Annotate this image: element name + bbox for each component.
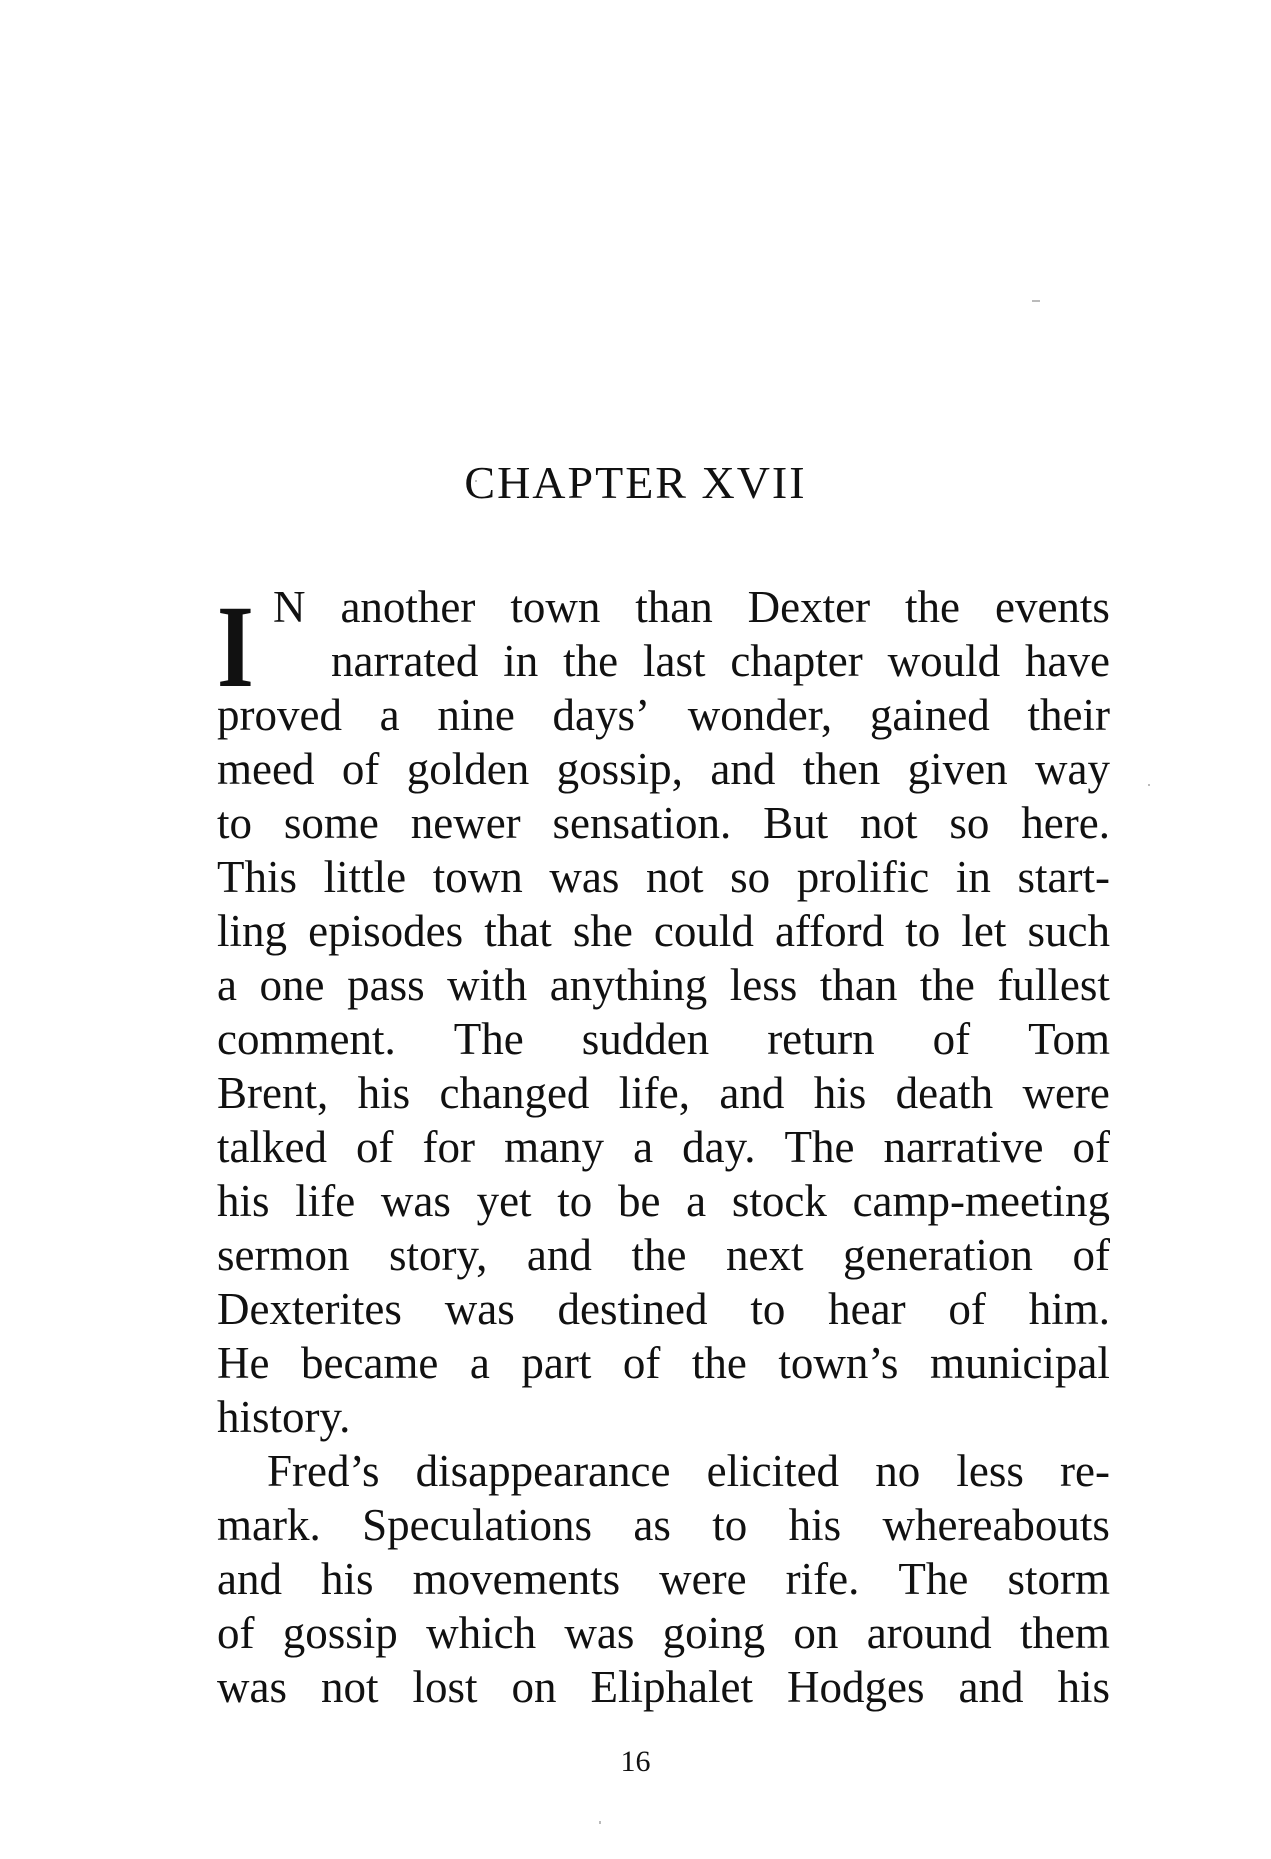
word: were xyxy=(1022,1068,1110,1118)
word: which xyxy=(426,1608,537,1658)
word: ling xyxy=(217,906,288,956)
word: to xyxy=(750,1284,786,1334)
word: golden xyxy=(406,744,530,794)
page-number: 16 xyxy=(620,1745,651,1778)
text-line xyxy=(267,1444,1110,1498)
word: But xyxy=(763,798,829,848)
text-line xyxy=(217,1120,1110,1174)
word: gossip, xyxy=(556,744,683,794)
word: proved xyxy=(217,690,342,740)
word: town xyxy=(510,582,601,632)
word: the xyxy=(563,636,619,686)
text-line xyxy=(217,1498,1110,1552)
word: to xyxy=(905,906,941,956)
word: next xyxy=(725,1230,804,1280)
word: was xyxy=(380,1176,451,1226)
word: then xyxy=(802,744,881,794)
word: no xyxy=(875,1446,921,1496)
word: storm xyxy=(1007,1554,1110,1604)
word: of xyxy=(1072,1230,1110,1280)
word: wonder, xyxy=(687,690,833,740)
word: be xyxy=(617,1176,661,1226)
word: The xyxy=(453,1014,524,1064)
word: one xyxy=(259,960,325,1010)
word: day. xyxy=(682,1122,756,1172)
text-line xyxy=(217,1390,1110,1444)
word: such xyxy=(1027,906,1110,956)
word: would xyxy=(887,636,1001,686)
word: a xyxy=(633,1122,654,1172)
word: way xyxy=(1035,744,1110,794)
word: and xyxy=(719,1068,785,1118)
word: so xyxy=(730,852,771,902)
word: sensation. xyxy=(552,798,732,848)
word: start- xyxy=(1017,852,1110,902)
word: yet xyxy=(476,1176,532,1226)
text-line xyxy=(331,634,1110,688)
word: that xyxy=(484,906,552,956)
word: talked xyxy=(217,1122,327,1172)
word: his xyxy=(321,1554,374,1604)
word: elicited xyxy=(706,1446,840,1496)
word: of xyxy=(1072,1122,1110,1172)
word: Tom xyxy=(1028,1014,1110,1064)
word: Dexter xyxy=(747,582,871,632)
word: became xyxy=(301,1338,439,1388)
text-line xyxy=(217,796,1110,850)
word: another xyxy=(340,582,476,632)
word: mark. xyxy=(217,1500,321,1550)
word: not xyxy=(860,798,918,848)
word: changed xyxy=(439,1068,590,1118)
word: on xyxy=(793,1608,839,1658)
word: story, xyxy=(389,1230,488,1280)
text-line xyxy=(217,1660,1110,1714)
text-line xyxy=(217,850,1110,904)
word: was xyxy=(217,1662,287,1712)
word: his xyxy=(357,1068,411,1118)
text-line xyxy=(273,580,1110,634)
word: him. xyxy=(1028,1284,1110,1334)
word: anything xyxy=(549,960,708,1010)
word: days’ xyxy=(552,690,651,740)
word: the xyxy=(631,1230,687,1280)
word: and xyxy=(958,1662,1024,1712)
word: and xyxy=(217,1554,282,1604)
page-speck xyxy=(599,1821,601,1824)
word: movements xyxy=(412,1554,621,1604)
word: events xyxy=(994,582,1110,632)
word: re- xyxy=(1059,1446,1110,1496)
word: a xyxy=(686,1176,707,1226)
word: around xyxy=(866,1608,992,1658)
word: gossip xyxy=(282,1608,398,1658)
paragraph-1 xyxy=(217,580,1110,1714)
text-line xyxy=(217,1012,1110,1066)
word: narrative xyxy=(883,1122,1044,1172)
word: pass xyxy=(347,960,425,1010)
word: comment. xyxy=(217,1014,396,1064)
word: generation xyxy=(843,1230,1033,1280)
word: prolific xyxy=(796,852,930,902)
word: nine xyxy=(437,690,515,740)
word: Fred’s xyxy=(267,1446,380,1496)
page-speck xyxy=(1032,300,1040,302)
word: for xyxy=(422,1122,476,1172)
word: municipal xyxy=(929,1338,1110,1388)
word: his xyxy=(788,1500,842,1550)
word: was xyxy=(549,852,620,902)
word: not xyxy=(646,852,704,902)
text-line xyxy=(217,1282,1110,1336)
word: of xyxy=(948,1284,986,1334)
word: town’s xyxy=(778,1338,899,1388)
word: his xyxy=(217,1176,270,1226)
word: sudden xyxy=(581,1014,710,1064)
text-line xyxy=(217,1336,1110,1390)
word: and xyxy=(710,744,776,794)
word: a xyxy=(469,1338,490,1388)
word: was xyxy=(564,1608,635,1658)
word: his xyxy=(813,1068,867,1118)
text-line xyxy=(217,904,1110,958)
word: last xyxy=(642,636,706,686)
word: many xyxy=(504,1122,605,1172)
word: less xyxy=(729,960,798,1010)
word: than xyxy=(635,582,713,632)
word: so xyxy=(949,798,990,848)
word: life xyxy=(295,1176,356,1226)
word: little xyxy=(323,852,407,902)
word: a xyxy=(217,960,237,1010)
word: in xyxy=(503,636,539,686)
word: less xyxy=(956,1446,1024,1496)
page-speck xyxy=(1148,784,1150,786)
word: N xyxy=(273,582,306,632)
text-line xyxy=(217,1228,1110,1282)
word: death xyxy=(895,1068,994,1118)
word: on xyxy=(511,1662,557,1712)
text-line xyxy=(217,958,1110,1012)
word: than xyxy=(819,960,898,1010)
word: afford xyxy=(775,906,885,956)
word: He xyxy=(217,1338,270,1388)
word: destined xyxy=(557,1284,708,1334)
word: of xyxy=(932,1014,971,1064)
word: lost xyxy=(412,1662,478,1712)
word: return xyxy=(767,1014,875,1064)
word: The xyxy=(784,1122,855,1172)
word: sermon xyxy=(217,1230,350,1280)
text-line xyxy=(217,1174,1110,1228)
word: Dexterites xyxy=(217,1284,402,1334)
word: The xyxy=(898,1554,969,1604)
word: part xyxy=(521,1338,592,1388)
word: rife. xyxy=(785,1554,860,1604)
word: given xyxy=(907,744,1008,794)
word: This xyxy=(217,852,298,902)
word: Eliphalet xyxy=(590,1662,753,1712)
word: camp-meeting xyxy=(852,1176,1110,1226)
word: their xyxy=(1027,690,1110,740)
word: them xyxy=(1019,1608,1110,1658)
word: let xyxy=(961,906,1007,956)
word: not xyxy=(320,1662,379,1712)
text-line xyxy=(217,742,1110,796)
word: and xyxy=(526,1230,592,1280)
text-line xyxy=(217,1066,1110,1120)
word: to xyxy=(217,798,253,848)
word: chapter xyxy=(730,636,863,686)
word: town xyxy=(432,852,523,902)
word: narrated xyxy=(331,636,479,686)
word: could xyxy=(653,906,754,956)
word: the xyxy=(905,582,961,632)
word: in xyxy=(955,852,991,902)
text-line xyxy=(217,1606,1110,1660)
word: as xyxy=(633,1500,671,1550)
word: of xyxy=(622,1338,661,1388)
word: meed xyxy=(217,744,315,794)
chapter-title: CHAPTER XVII xyxy=(464,457,807,508)
text-line xyxy=(217,688,1110,742)
word: the xyxy=(919,960,975,1010)
word: Brent, xyxy=(217,1068,329,1118)
word: some xyxy=(283,798,379,848)
word: the xyxy=(691,1338,747,1388)
word: newer xyxy=(410,798,521,848)
word: disappearance xyxy=(415,1446,671,1496)
word: whereabouts xyxy=(882,1500,1110,1550)
word: was xyxy=(444,1284,515,1334)
word: hear xyxy=(828,1284,906,1334)
word: to xyxy=(712,1500,748,1550)
word: were xyxy=(659,1554,747,1604)
word: here. xyxy=(1021,798,1110,848)
word: fullest xyxy=(997,960,1110,1010)
word: stock xyxy=(731,1176,827,1226)
word: she xyxy=(572,906,633,956)
word: life, xyxy=(618,1068,691,1118)
word: of xyxy=(217,1608,255,1658)
word: Speculations xyxy=(362,1500,593,1550)
word: his xyxy=(1057,1662,1110,1712)
word: going xyxy=(662,1608,766,1658)
word: of xyxy=(356,1122,394,1172)
word: a xyxy=(379,690,400,740)
word: of xyxy=(341,744,380,794)
word: Hodges xyxy=(786,1662,925,1712)
word: with xyxy=(447,960,528,1010)
word: episodes xyxy=(308,906,464,956)
word: gained xyxy=(869,690,990,740)
word: to xyxy=(557,1176,593,1226)
drop-cap: I xyxy=(217,581,254,712)
word: have xyxy=(1024,636,1110,686)
text-line xyxy=(217,1552,1110,1606)
word: history. xyxy=(217,1392,351,1442)
